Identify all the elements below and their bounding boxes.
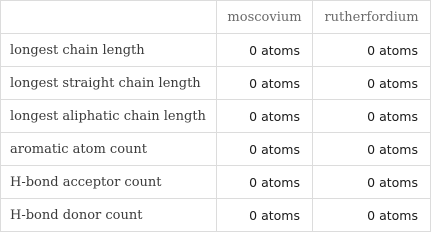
moscovium-value: 0 atoms bbox=[217, 166, 313, 199]
table-row bbox=[1, 34, 431, 67]
moscovium-value: 0 atoms bbox=[217, 100, 313, 133]
moscovium-value: 0 atoms bbox=[217, 133, 313, 166]
rutherfordium-value: 0 atoms bbox=[313, 199, 431, 232]
row-label: longest straight chain length bbox=[1, 67, 217, 100]
rutherfordium-value: 0 atoms bbox=[313, 166, 431, 199]
rutherfordium-value: 0 atoms bbox=[313, 100, 431, 133]
table-row bbox=[1, 133, 431, 166]
moscovium-value: 0 atoms bbox=[217, 34, 313, 67]
row-label: aromatic atom count bbox=[1, 133, 217, 166]
row-label: H-bond acceptor count bbox=[1, 166, 217, 199]
table-row bbox=[1, 100, 431, 133]
column-header-rutherfordium: rutherfordium bbox=[313, 1, 431, 34]
row-label: longest aliphatic chain length bbox=[1, 100, 217, 133]
rutherfordium-value: 0 atoms bbox=[313, 67, 431, 100]
moscovium-value: 0 atoms bbox=[217, 199, 313, 232]
table-row bbox=[1, 67, 431, 100]
header-empty-cell bbox=[1, 1, 217, 34]
header-row bbox=[1, 1, 431, 34]
moscovium-value: 0 atoms bbox=[217, 67, 313, 100]
table-row bbox=[1, 199, 431, 232]
column-header-moscovium: moscovium bbox=[217, 1, 313, 34]
table-row bbox=[1, 166, 431, 199]
row-label: longest chain length bbox=[1, 34, 217, 67]
rutherfordium-value: 0 atoms bbox=[313, 133, 431, 166]
row-label: H-bond donor count bbox=[1, 199, 217, 232]
rutherfordium-value: 0 atoms bbox=[313, 34, 431, 67]
